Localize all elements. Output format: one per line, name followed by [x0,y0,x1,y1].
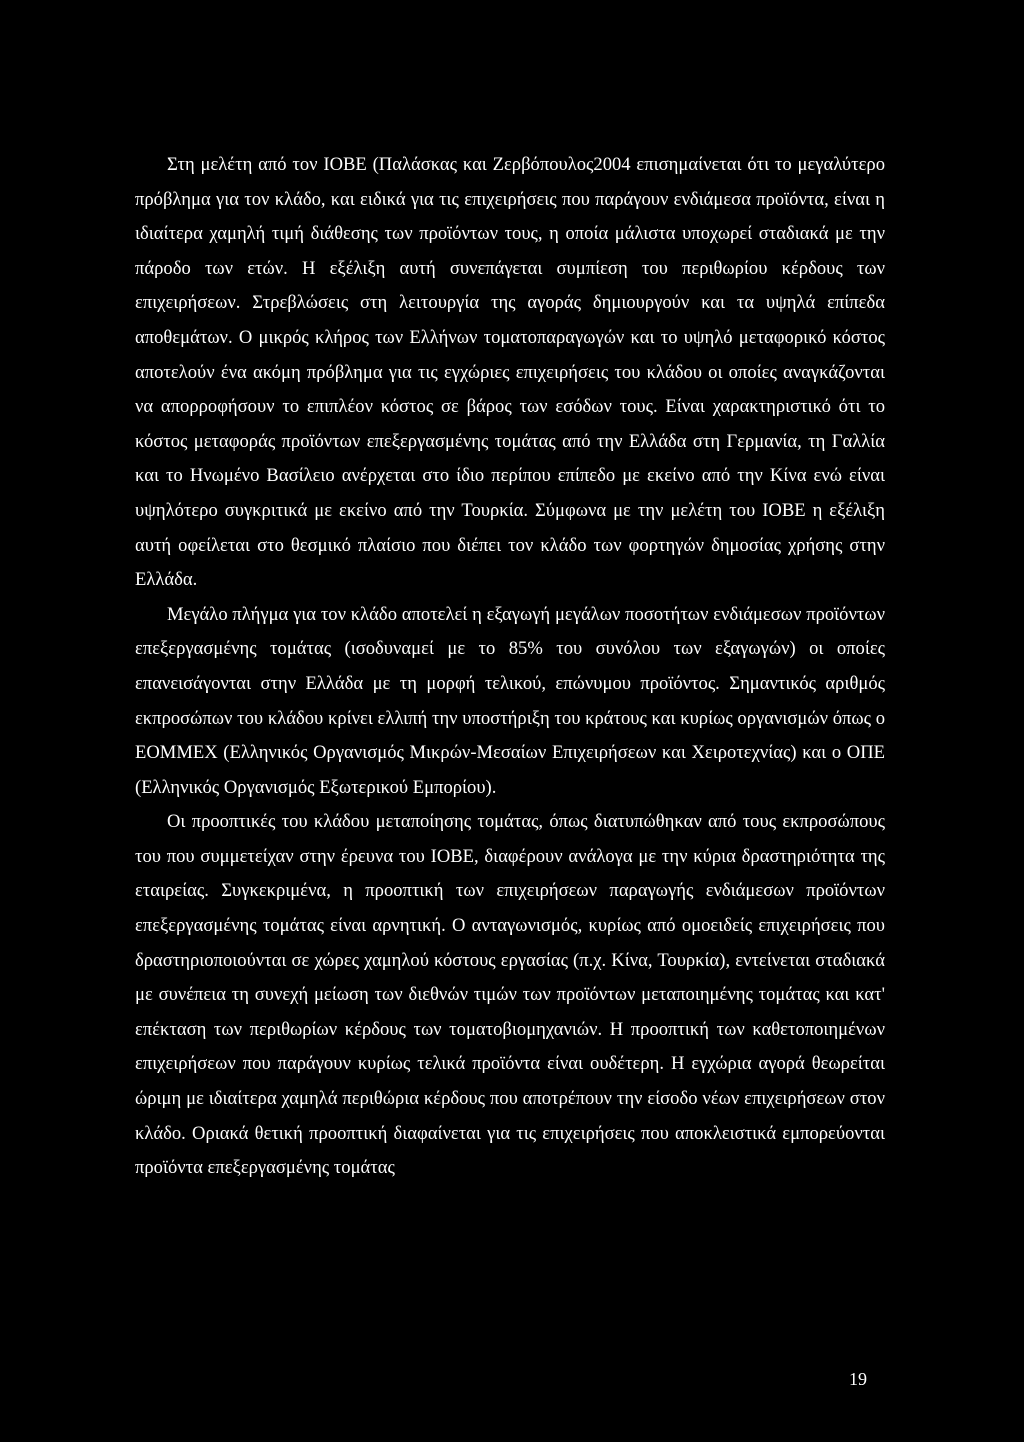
body-text [135,148,885,1186]
page-number: 19 [849,1369,867,1389]
paragraph-1: Στη μελέτη από τον ΙΟΒΕ (Παλάσκας και Ζερβόπουλος2004 επισημαίνεται ότι το μεγαλύτερο πρόβλημα για τον κλάδο, και ειδικά για τις επιχειρήσεις που παράγουν ενδιάμεσα προϊόντα, είναι η ιδιαίτερα χαμηλή τιμή διάθεσης των προϊόντων τους, η οποία μάλιστα υποχωρεί σταδιακά με την πάροδο των ετών. Η εξέλιξη αυτή συνεπάγεται συμπίεση του περιθωρίου κέρδους των επιχειρήσεων. Στρεβλώσεις στη λειτουργία της αγοράς δημιουργούν και τα υψηλά επίπεδα αποθεμάτων. Ο μικρός κλήρος των Ελλήνων τοματοπαραγωγών και το υψηλό μεταφορικό κόστος αποτελούν ένα ακόμη πρόβλημα για τις εγχώριες επιχειρήσεις του κλάδου οι οποίες αναγκάζονται να απορροφήσουν το επιπλέον κόστος σε βάρος των εσόδων τους. Είναι χαρακτηριστικό ότι το κόστος μεταφοράς προϊόντων επεξεργασμένης τομάτας από την Ελλάδα στη Γερμανία, τη Γαλλία και το Ηνωμένο Βασίλειο ανέρχεται στο ίδιο περίπου επίπεδο με εκείνο από την Κίνα ενώ είναι υψηλότερο συγκριτικά με εκείνο από την Τουρκία. Σύμφωνα με την μελέτη του ΙΟΒΕ η εξέλιξη αυτή οφείλεται στο θεσμικό πλαίσιο που διέπει τον κλάδο των φορτηγών δημοσίας χρήσης στην Ελλάδα. [135,154,885,591]
paragraph-3: Οι προοπτικές του κλάδου μεταποίησης τομάτας, όπως διατυπώθηκαν από τους εκπροσώπους του που συμμετείχαν στην έρευνα του ΙΟΒΕ, διαφέρουν ανάλογα με την κύρια δραστηριότητα της εταιρείας. Συγκεκριμένα, η προοπτική των επιχειρήσεων παραγωγής ενδιάμεσων προϊόντων επεξεργασμένης τομάτας είναι αρνητική. Ο ανταγωνισμός, κυρίως από ομοειδείς επιχειρήσεις που δραστηριοποιούνται σε χώρες χαμηλού κόστους εργασίας (π.χ. Κίνα, Τουρκία), εντείνεται σταδιακά με συνέπεια τη συνεχή μείωση των διεθνών τιμών των προϊόντων μεταποιημένης τομάτας και κατ' επέκταση των περιθωρίων κέρδους των τοματοβιομηχανιών. Η προοπτική των καθετοποιημένων επιχειρήσεων που παράγουν κυρίως τελικά προϊόντα είναι ουδέτερη. Η εγχώρια αγορά θεωρείται ώριμη με ιδιαίτερα χαμηλά περιθώρια κέρδους που αποτρέπουν την είσοδο νέων επιχειρήσεων στον κλάδο. Οριακά θετική προοπτική διαφαίνεται για τις επιχειρήσεις που αποκλειστικά εμπορεύονται προϊόντα επεξεργασμένης τομάτας [135,811,885,1179]
paragraph-2: Μεγάλο πλήγμα για τον κλάδο αποτελεί η εξαγωγή μεγάλων ποσοτήτων ενδιάμεσων προϊόντων επεξεργασμένης τομάτας (ισοδυναμεί με το 85% του συνόλου των εξαγωγών) οι οποίες επανεισάγονται στην Ελλάδα με τη μορφή τελικού, επώνυμου προϊόντος. Σημαντικός αριθμός εκπροσώπων του κλάδου κρίνει ελλιπή την υποστήριξη του κράτους και κυρίως οργανισμών όπως ο ΕΟΜΜΕΧ (Ελληνικός Οργανισμός Μικρών-Μεσαίων Επιχειρήσεων και Χειροτεχνίας) και ο ΟΠΕ (Ελληνικός Οργανισμός Εξωτερικού Εμπορίου). [135,603,885,798]
